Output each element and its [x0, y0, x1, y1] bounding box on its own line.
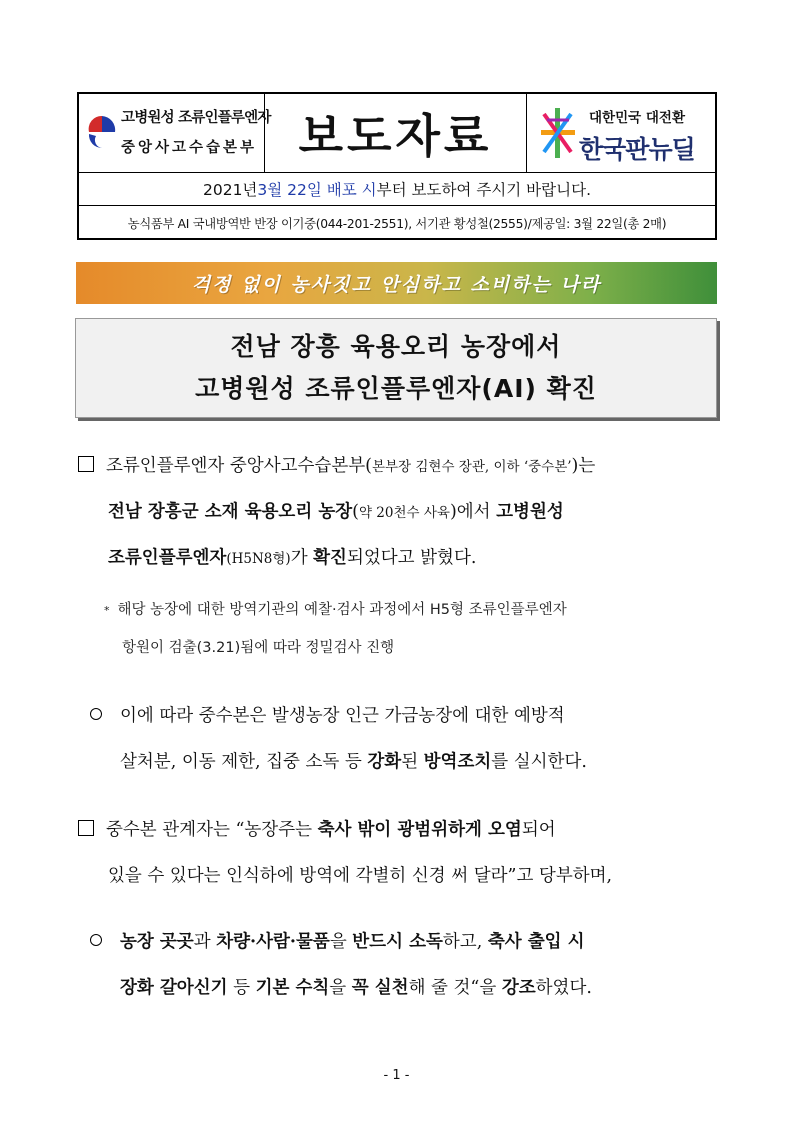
org-name-line2: 중앙사고수습본부	[121, 140, 258, 156]
header-top-row	[79, 94, 715, 173]
release-pre: 2021년	[202, 180, 258, 199]
square-bullet-icon	[78, 456, 94, 472]
government-emblem-icon	[87, 112, 117, 152]
headline-box	[75, 318, 717, 418]
square-bullet-icon	[78, 820, 94, 836]
korean-new-deal-logo-icon	[539, 106, 577, 160]
circle-bullet-icon	[90, 708, 102, 720]
note-line2: 항원이 검출(3.21)됨에 따라 정밀검사 진행	[122, 640, 395, 656]
paragraph2-line2: 살처분, 이동 제한, 집중 소독 등 강화된 방역조치를 실시한다.	[120, 752, 587, 772]
newdeal-name: 한국판뉴딜	[579, 135, 695, 164]
paragraph2-line1: 이에 따라 중수본은 발생농장 인근 가금농장에 대한 예방적	[90, 702, 565, 727]
release-date: 3월 22일 배포 시	[257, 180, 377, 199]
paragraph1-line3: 조류인플루엔자(H5N8형)가 확진되었다고 밝혔다.	[108, 548, 477, 568]
release-date-row	[79, 172, 715, 206]
release-post: 부터 보도하여 주시기 바랍니다.	[376, 180, 591, 199]
page-number: - 1 -	[383, 1068, 410, 1083]
press-header	[77, 92, 717, 240]
org-name-line1: 고병원성 조류인플루엔자	[121, 110, 271, 126]
newdeal-slogan: 대한민국 대전환	[589, 110, 685, 126]
slogan-banner	[76, 262, 717, 304]
banner-text: 걱정 없이 농사짓고 안심하고 소비하는 나라	[191, 273, 602, 296]
circle-bullet-icon	[90, 934, 102, 946]
asterisk-icon: *	[104, 604, 110, 617]
headline-line1: 전남 장흥 육용오리 농장에서	[230, 332, 562, 361]
paragraph1-line2: 전남 장흥군 소재 육용오리 농장(약 20천수 사육)에서 고병원성	[108, 502, 564, 522]
contact-info: 농식품부 AI 국내방역반 반장 이기중(044-201-2551), 서기관 황성철(2555)/제공일: 3월 22일(총 2매)	[127, 216, 667, 231]
org-cell	[79, 94, 271, 172]
note-line1: * 해당 농장에 대한 방역기관의 예찰·검사 과정에서 H5형 조류인플루엔자	[104, 602, 567, 618]
paragraph1-line1: 조류인플루엔자 중앙사고수습본부(본부장 김현수 장관, 이하 ‘중수본’)는	[78, 452, 595, 477]
paragraph3-line2: 있을 수 있다는 인식하에 방역에 각별히 신경 써 달라”고 당부하며,	[108, 866, 613, 886]
paragraph4-line2: 장화 갈아신기 등 기본 수칙을 꼭 실천해 줄 것“을 강조하였다.	[120, 978, 592, 998]
press-release-title: 보도자료	[298, 109, 493, 163]
headline-line2: 고병원성 조류인플루엔자(AI) 확진	[195, 374, 597, 403]
newdeal-cell	[526, 94, 715, 172]
contact-row	[79, 205, 715, 240]
paragraph3-line1: 중수본 관계자는 “농장주는 축사 밖이 광범위하게 오염되어	[78, 816, 556, 841]
title-cell	[264, 94, 527, 172]
paragraph4-line1: 농장 곳곳과 차량·사람·물품을 반드시 소독하고, 축사 출입 시	[90, 928, 585, 953]
